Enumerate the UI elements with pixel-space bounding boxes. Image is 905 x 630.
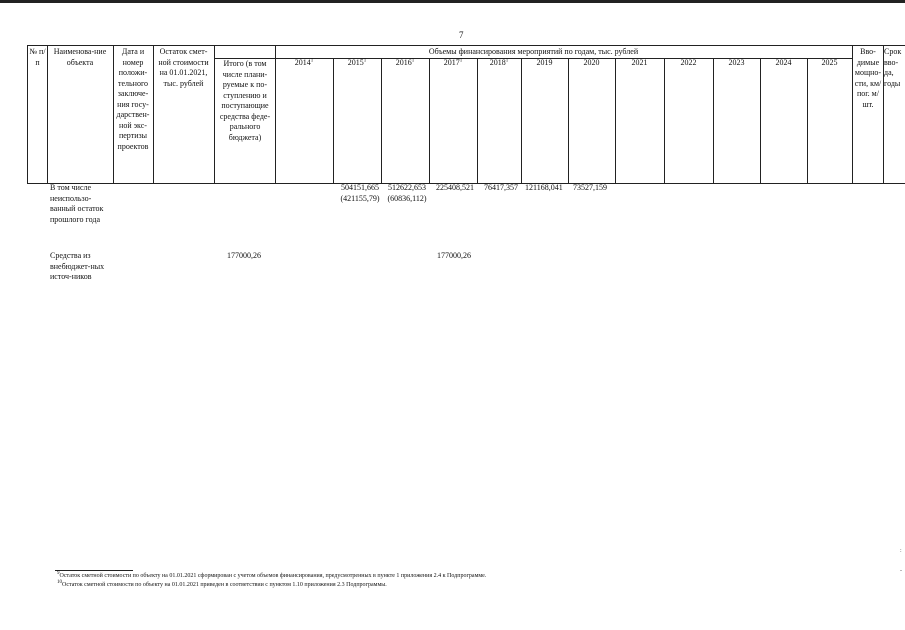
- scan-mark: :: [900, 548, 902, 554]
- header-expertise-date: Дата и номер положи-тельного заключе-ния госу-дарствен-ной экс-пертизы проектов: [116, 47, 150, 151]
- col-divider: [760, 58, 761, 183]
- col-divider: [477, 58, 478, 183]
- header-funding-title: Объемы финансирования мероприятий по годам, тыс. рублей: [428, 47, 639, 56]
- col-divider: [568, 58, 569, 183]
- header-capacity: Вво-димые мощно-сти, км/ пог. м/шт.: [854, 47, 882, 109]
- header-year: 2021: [631, 58, 648, 67]
- header-year: 2016$^1$: [395, 58, 415, 67]
- cell-offbudget-total: 177000,26: [227, 251, 261, 260]
- col-divider: [333, 58, 334, 183]
- header-no: № п/п: [29, 47, 46, 67]
- col-divider: [521, 58, 522, 183]
- row-label-off-budget: Средства из внебюджет-ных источ-ников: [50, 251, 105, 281]
- header-year: 2015$^1$: [347, 58, 367, 67]
- scan-mark: -: [900, 568, 902, 574]
- header-year: 2018$^1$: [489, 58, 509, 67]
- cell-unused-2019: 121168,041: [525, 183, 563, 192]
- col-divider: [615, 58, 616, 183]
- cell-unused-2016: 512622,653 (60836,112): [387, 183, 427, 203]
- header-year: 2023: [728, 58, 745, 67]
- cell-unused-2020: 73527,159: [573, 183, 607, 192]
- col-divider: [807, 58, 808, 183]
- header-commission-term: Срок вво-да, годы: [884, 47, 902, 88]
- page-number: 7: [459, 30, 464, 40]
- header-object-name: Наименова-ние объекта: [53, 47, 107, 67]
- header-year: 2022: [680, 58, 697, 67]
- cell-unused-2017: 225408,521: [436, 183, 474, 192]
- cell-unused-2015: 504151,665 (421155,79): [340, 183, 380, 203]
- cell-offbudget-2017: 177000,26: [437, 251, 471, 260]
- footnote-9: $^9$Остаток сметной стоимости по объекту на 01.01.2021 сформирован с учетом объемов финансирования, предусмотренных в пункте 1 приложения 2.4 к Подпрограмме.: [57, 571, 487, 579]
- col-divider: [713, 58, 714, 183]
- header-year: 2020: [583, 58, 600, 67]
- col-divider: [47, 46, 48, 183]
- col-divider: [381, 58, 382, 183]
- header-year: 2014$^1$: [294, 58, 314, 67]
- col-divider: [664, 58, 665, 183]
- footnote-10: $^{10}$Остаток сметной стоимости по объекту на 01.01.2021 приведен в соответствии с пунктом 1.10 приложения 2.3 Подпрограммы.: [57, 580, 387, 588]
- table-header: [27, 45, 905, 184]
- header-total: Итого (в том числе плани-руемые к по-ступлению и поступающие средства феде-рального бюджета): [219, 59, 271, 142]
- row-label-unused-remainder: В том числе неиспользо-ванный остаток прошлого года: [50, 183, 104, 224]
- top-border: [0, 0, 905, 3]
- header-year: 2017$^1$: [443, 58, 463, 67]
- header-remainder: Остаток смет-ной стоимости на 01.01.2021, тыс. рублей: [158, 47, 209, 88]
- header-year: 2025: [821, 58, 838, 67]
- header-year: 2019: [536, 58, 553, 67]
- cell-unused-2018: 76417,357: [484, 183, 518, 192]
- footnote-rule: [55, 570, 133, 571]
- col-divider: [429, 58, 430, 183]
- header-year: 2024: [775, 58, 792, 67]
